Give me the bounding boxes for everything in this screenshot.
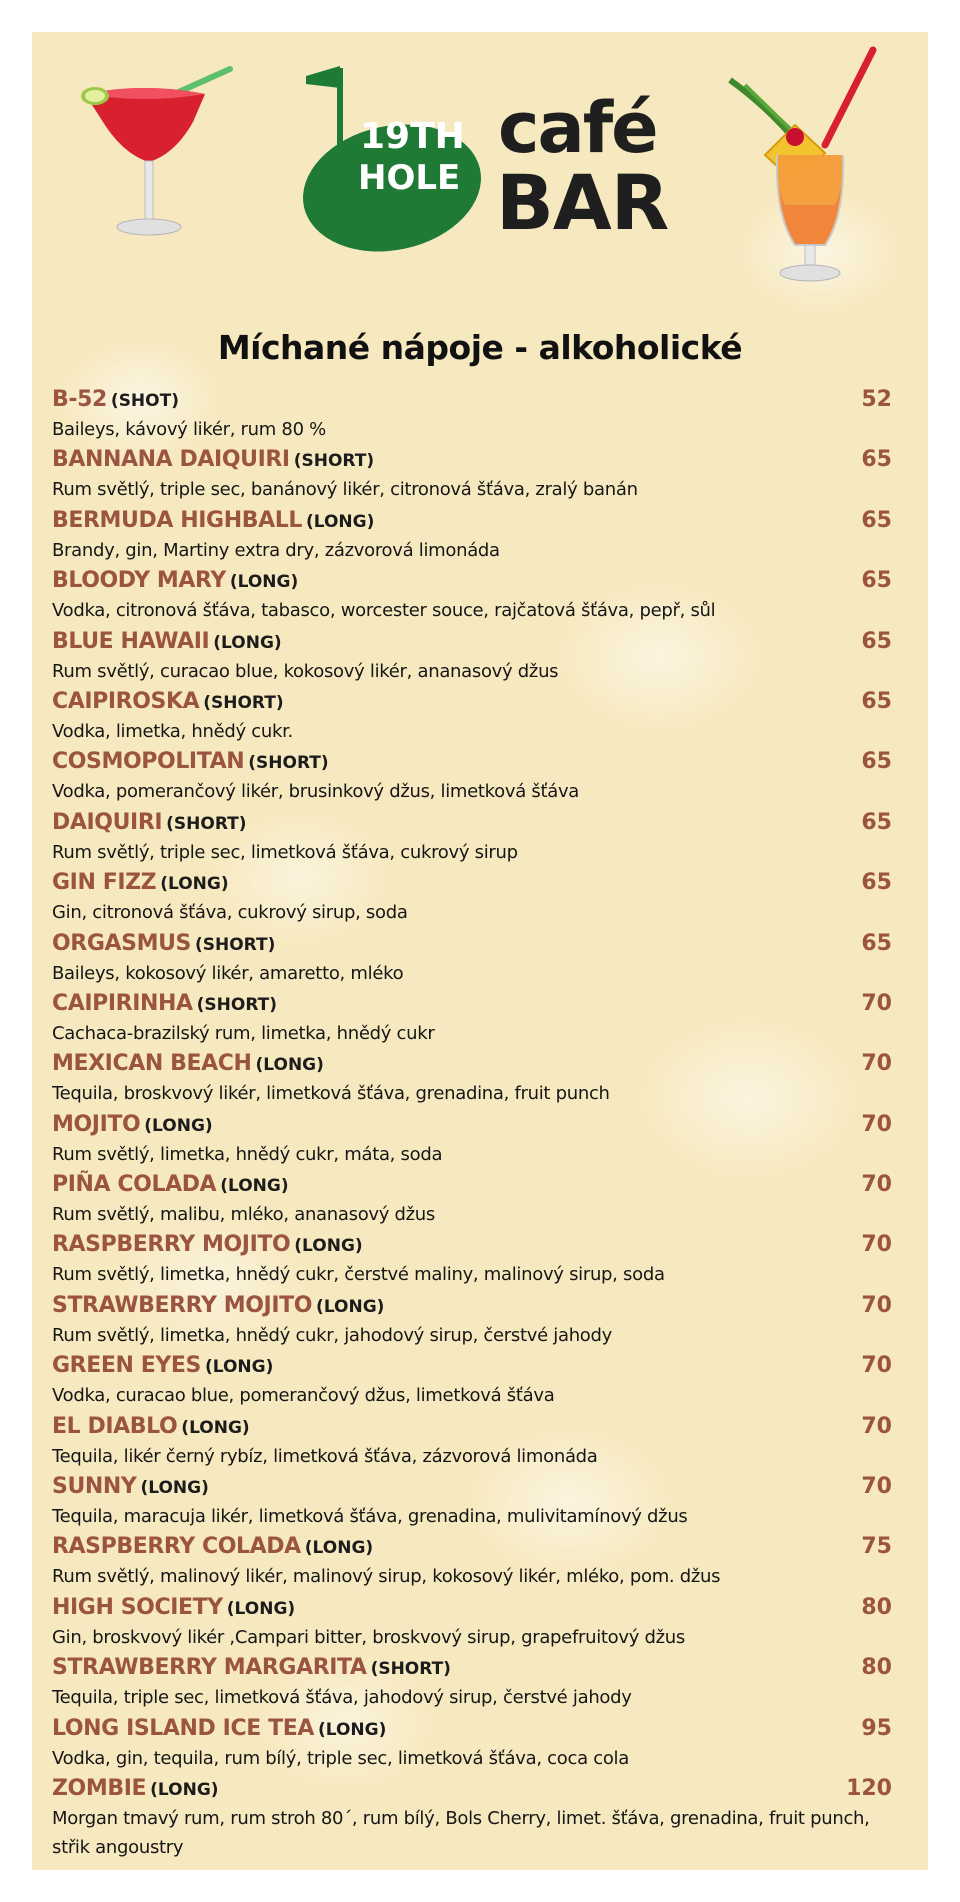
drink-name: SUNNY xyxy=(52,1474,137,1500)
drink-name: B-52 xyxy=(52,387,107,412)
menu-item-header xyxy=(52,808,892,838)
drink-name: RASPBERRY MOJITO xyxy=(52,1232,291,1258)
menu-item xyxy=(52,385,892,445)
drink-price: 65 xyxy=(861,507,892,533)
menu-item-header xyxy=(52,1653,892,1683)
menu-item xyxy=(52,627,892,687)
drink-ingredients: Gin, broskvový likér ,Campari bitter, broskvový sirup, grapefruitový džus xyxy=(52,1626,685,1648)
logo-bar-text: BAR xyxy=(496,158,669,247)
menu-item-header xyxy=(52,506,892,536)
menu-item xyxy=(52,566,892,626)
drink-name: MOJITO xyxy=(52,1111,141,1137)
drink-ingredients: Rum světlý, triple sec, banánový likér, citronová šťáva, zralý banán xyxy=(52,479,638,501)
drink-name: PIÑA COLADA xyxy=(52,1172,217,1198)
drink-ingredients: Gin, citronová šťáva, cukrový sirup, soda xyxy=(52,902,408,924)
drink-ingredients: Rum světlý, malibu, mléko, ananasový džus xyxy=(52,1204,435,1226)
drink-type: (LONG) xyxy=(204,1357,274,1378)
menu-item-header xyxy=(52,445,892,475)
drink-name: MEXICAN BEACH xyxy=(52,1051,252,1077)
drink-type: (LONG) xyxy=(294,1236,363,1257)
logo-word: HOLE xyxy=(358,158,461,198)
drink-type: (LONG) xyxy=(317,1719,387,1740)
drink-ingredients: Rum světlý, limetka, hnědý cukr, jahodový sirup, čerstvé jahody xyxy=(52,1324,612,1346)
menu-item-header xyxy=(52,627,892,657)
menu-item-header xyxy=(52,1291,892,1321)
menu-item xyxy=(52,989,892,1049)
drink-name: CAIPIROSKA xyxy=(52,688,200,714)
drink-type: (SHORT) xyxy=(248,753,329,774)
drink-ingredients: Morgan tmavý rum, rum stroh 80´, rum bílý, Bols Cherry, limet. šťáva, grenadina, fruit punch, střik angoustry xyxy=(52,1807,870,1858)
logo-cafe-text: café xyxy=(498,87,657,169)
drink-ingredients: Tequila, broskvový likér, limetková šťáva, grenadina, fruit punch xyxy=(52,1083,610,1105)
drink-name: HIGH SOCIETY xyxy=(52,1594,223,1620)
drink-price: 65 xyxy=(861,568,892,594)
menu-item xyxy=(52,1049,892,1109)
drink-type: (SHORT) xyxy=(194,934,276,955)
menu-item-header xyxy=(52,1049,892,1079)
drink-type: (LONG) xyxy=(255,1055,324,1076)
drink-price: 120 xyxy=(846,1775,892,1801)
drink-price: 65 xyxy=(861,447,892,473)
drink-ingredients: Rum světlý, malinový likér, malinový sirup, kokosový likér, mléko, pom. džus xyxy=(52,1566,721,1588)
menu-item xyxy=(52,687,892,747)
drink-type: (LONG) xyxy=(229,572,299,593)
drink-type: (SHORT) xyxy=(166,813,247,834)
drink-price: 65 xyxy=(861,930,892,956)
drink-price: 65 xyxy=(861,870,892,896)
drink-ingredients: Cachaca-brazilský rum, limetka, hnědý cukr xyxy=(52,1022,435,1044)
drink-price: 65 xyxy=(861,628,892,654)
menu-item xyxy=(52,1532,892,1592)
drink-name: STRAWBERRY MARGARITA xyxy=(52,1655,367,1681)
menu-item-header xyxy=(52,1110,892,1140)
menu-item xyxy=(52,1593,892,1653)
drink-type: (LONG) xyxy=(144,1115,213,1136)
drink-type: (LONG) xyxy=(181,1417,250,1438)
menu-item xyxy=(52,445,892,505)
drink-price: 80 xyxy=(861,1594,892,1620)
menu-item xyxy=(52,1351,892,1411)
tropical-cocktail-icon xyxy=(725,45,895,290)
drink-ingredients: Vodka, gin, tequila, rum bílý, triple sec, limetková šťáva, coca cola xyxy=(52,1747,629,1769)
drink-name: DAIQUIRI xyxy=(52,809,163,835)
drink-price: 70 xyxy=(861,1232,892,1258)
menu-item xyxy=(52,506,892,566)
menu-item xyxy=(52,868,892,928)
drink-type: (LONG) xyxy=(140,1478,209,1499)
drink-price: 95 xyxy=(861,1715,892,1741)
menu-item xyxy=(52,808,892,868)
menu-item-header xyxy=(52,687,892,717)
drink-price: 75 xyxy=(861,1534,892,1560)
menu-item xyxy=(52,929,892,989)
drink-name: GIN FIZZ xyxy=(52,870,157,896)
menu-item-header xyxy=(52,1472,892,1502)
drink-name: ORGASMUS xyxy=(52,930,191,956)
drink-ingredients: Rum světlý, limetka, hnědý cukr, máta, soda xyxy=(52,1143,443,1165)
drink-menu-list xyxy=(52,385,892,1858)
drink-ingredients: Tequila, maracuja likér, limetková šťáva, grenadina, mulivitamínový džus xyxy=(52,1506,688,1528)
margarita-glass-icon xyxy=(75,64,235,249)
drink-name: BERMUDA HIGHBALL xyxy=(52,507,302,533)
drink-name: ZOMBIE xyxy=(52,1775,147,1801)
drink-type: (SHORT) xyxy=(203,692,284,713)
drink-type: (LONG) xyxy=(220,1176,289,1197)
page-title: Míchané nápoje - alkoholické xyxy=(217,328,743,367)
drink-price: 70 xyxy=(861,1353,892,1379)
drink-name: EL DIABLO xyxy=(52,1413,178,1439)
menu-item-header xyxy=(52,1532,892,1562)
drink-type: (LONG) xyxy=(316,1296,385,1317)
menu-item xyxy=(52,1472,892,1532)
drink-price: 65 xyxy=(861,749,892,775)
logo-number: 19TH xyxy=(360,116,465,157)
menu-item-header xyxy=(52,1170,892,1200)
menu-item-header xyxy=(52,566,892,596)
drink-name: STRAWBERRY MOJITO xyxy=(52,1292,313,1318)
drink-ingredients: Vodka, curacao blue, pomerančový džus, limetková šťáva xyxy=(52,1385,555,1407)
menu-item xyxy=(52,1170,892,1230)
drink-ingredients: Rum světlý, curacao blue, kokosový likér, ananasový džus xyxy=(52,660,559,682)
drink-price: 70 xyxy=(861,1292,892,1318)
menu-item-header xyxy=(52,747,892,777)
menu-item-header xyxy=(52,1230,892,1260)
drink-price: 70 xyxy=(861,1413,892,1439)
drink-name: BLUE HAWAII xyxy=(52,628,210,654)
menu-item xyxy=(52,1774,892,1858)
menu-item-header xyxy=(52,1351,892,1381)
menu-item-header xyxy=(52,929,892,959)
logo-word-text xyxy=(358,160,460,196)
menu-item xyxy=(52,747,892,807)
drink-price: 70 xyxy=(861,1111,892,1137)
menu-item-header xyxy=(52,1714,892,1744)
drink-ingredients: Vodka, pomerančový likér, brusinkový džus, limetková šťáva xyxy=(52,781,580,803)
drink-price: 70 xyxy=(861,990,892,1016)
drink-name: CAIPIRINHA xyxy=(52,990,193,1016)
drink-price: 65 xyxy=(861,809,892,835)
drink-ingredients: Rum světlý, limetka, hnědý cukr, čerstvé maliny, malinový sirup, soda xyxy=(52,1264,665,1286)
drink-type: (LONG) xyxy=(305,511,375,532)
drink-ingredients: Tequila, likér černý rybíz, limetková šťáva, zázvorová limonáda xyxy=(52,1445,598,1467)
menu-item-header xyxy=(52,868,892,898)
drink-name: BANNANA DAIQUIRI xyxy=(52,447,290,473)
drink-ingredients: Vodka, limetka, hnědý cukr. xyxy=(52,720,293,742)
drink-price: 65 xyxy=(861,688,892,714)
drink-type: (LONG) xyxy=(304,1538,374,1559)
drink-price: 70 xyxy=(861,1474,892,1500)
menu-item xyxy=(52,1230,892,1290)
menu-item xyxy=(52,1412,892,1472)
drink-type: (SHOT) xyxy=(110,391,179,411)
menu-item-header xyxy=(52,1774,892,1804)
drink-name: BLOODY MARY xyxy=(52,568,226,594)
menu-item-header xyxy=(52,1412,892,1442)
menu-item-header xyxy=(52,385,892,415)
drink-type: (LONG) xyxy=(160,874,229,895)
drink-ingredients: Vodka, citronová šťáva, tabasco, worcester souce, rajčatová šťáva, pepř, sůl xyxy=(52,600,716,622)
drink-name: LONG ISLAND ICE TEA xyxy=(52,1715,314,1741)
drink-type: (SHORT) xyxy=(370,1659,451,1680)
drink-ingredients: Tequila, triple sec, limetková šťáva, jahodový sirup, čerstvé jahody xyxy=(52,1687,632,1709)
drink-type: (LONG) xyxy=(226,1598,296,1619)
drink-price: 70 xyxy=(861,1051,892,1077)
logo-number-text xyxy=(360,118,465,156)
drink-type: (LONG) xyxy=(150,1779,219,1800)
drink-price: 80 xyxy=(861,1655,892,1681)
drink-type: (LONG) xyxy=(213,632,282,653)
menu-item xyxy=(52,1653,892,1713)
drink-price: 70 xyxy=(861,1172,892,1198)
menu-item xyxy=(52,1714,892,1774)
menu-item-header xyxy=(52,1593,892,1623)
drink-ingredients: Rum světlý, triple sec, limetková šťáva, cukrový sirup xyxy=(52,841,518,863)
drink-type: (SHORT) xyxy=(196,994,278,1015)
drink-price: 52 xyxy=(861,387,892,412)
menu-item-header xyxy=(52,989,892,1019)
menu-item xyxy=(52,1110,892,1170)
drink-name: GREEN EYES xyxy=(52,1353,201,1379)
drink-type: (SHORT) xyxy=(293,451,375,472)
drink-ingredients: Baileys, kávový likér, rum 80 % xyxy=(52,419,326,440)
drink-ingredients: Brandy, gin, Martiny extra dry, zázvorová limonáda xyxy=(52,539,500,561)
drink-name: COSMOPOLITAN xyxy=(52,749,245,775)
drink-name: RASPBERRY COLADA xyxy=(52,1534,301,1560)
drink-ingredients: Baileys, kokosový likér, amaretto, mléko xyxy=(52,962,404,984)
menu-item xyxy=(52,1291,892,1351)
